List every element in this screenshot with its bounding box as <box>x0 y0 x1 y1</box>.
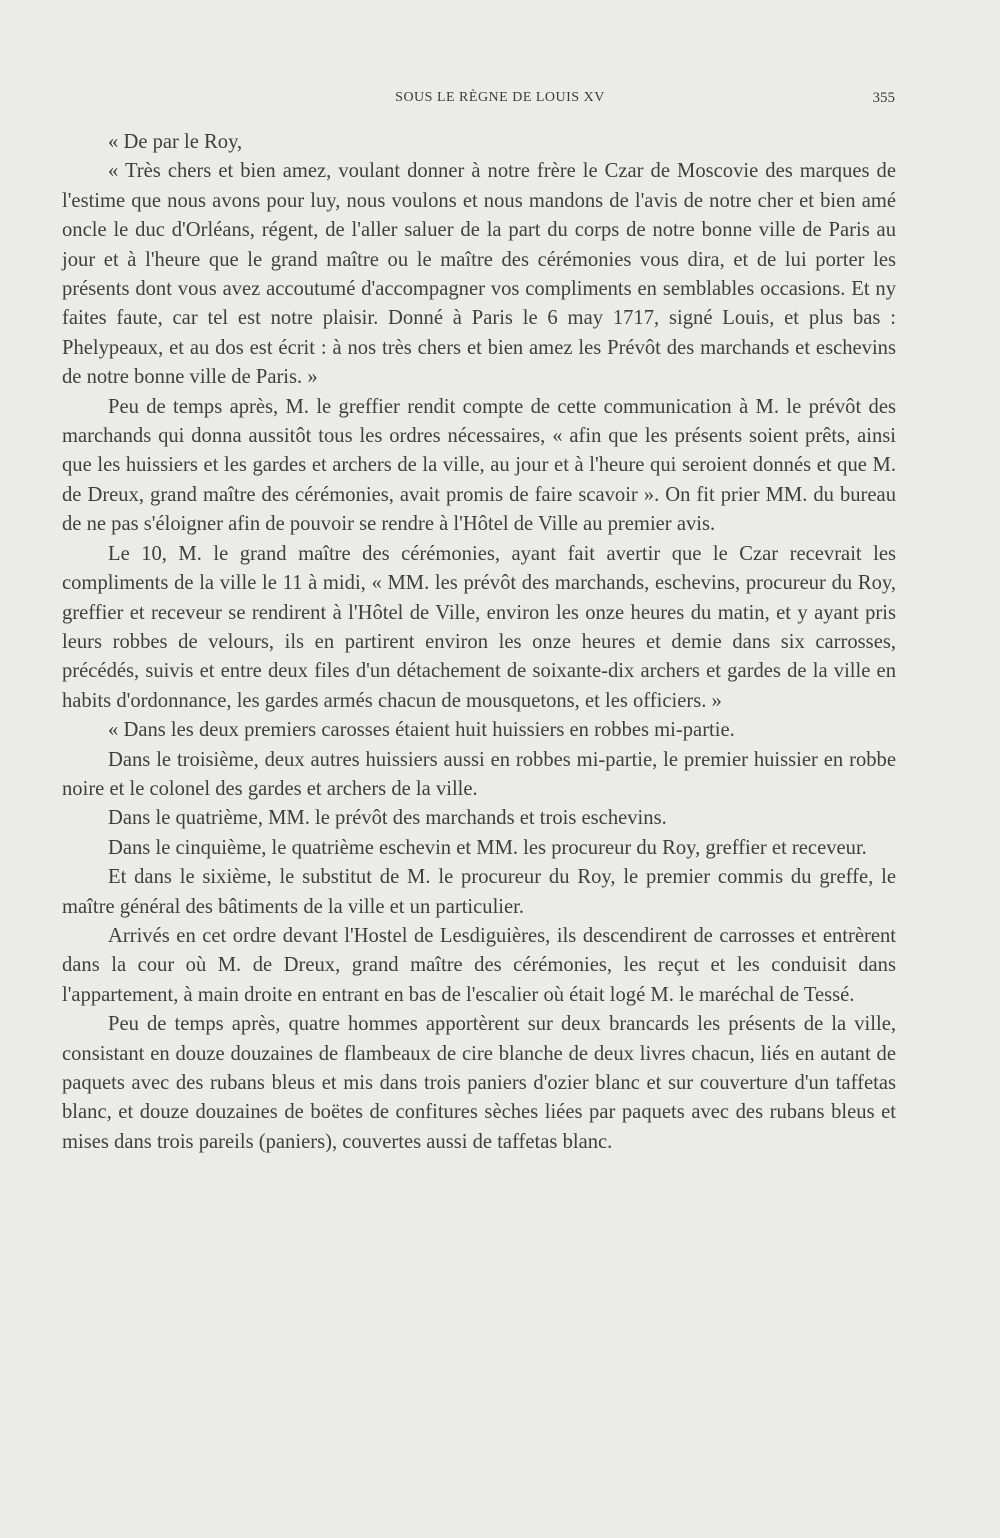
page-number: 355 <box>872 90 895 106</box>
body-text <box>62 128 896 1157</box>
paragraph: Le 10, M. le grand maître des cérémonies, ayant fait avertir que le Czar recevrait les compliments de la ville le 11 à midi, « MM. les prévôt des marchands, eschevins, procureur du Roy, greffier et receveur se rendirent à l'Hôtel de Ville, environ les onze heures du matin, et y ayant pris leurs robbes de velours, ils en partirent environ les onze heures et demie dans six carrosses, précédés, suivis et entre deux files d'un détachement de soixante-dix archers et gardes de la ville en habits d'ordonnance, les gardes armés chacun de mousquetons, et les officiers. » <box>62 542 896 712</box>
running-head: SOUS LE RÈGNE DE LOUIS XV <box>395 90 605 105</box>
paragraph: « Très chers et bien amez, voulant donner à notre frère le Czar de Moscovie des marques de l'estime que nous avons pour luy, nous voulons et nous mandons de l'avis de notre cher et bien amé oncle le duc d'Orléans, régent, de l'aller saluer de la part du corps de notre bonne ville de Paris au jour et à l'heure que le grand maître ou le maître des cérémonies vous dira, et de lui porter les présents dont vous avez accoutumé d'accompagner vos compliments en semblables occasions. Et ny faites faute, car tel est notre plaisir. Donné à Paris le 6 may 1717, signé Louis, et plus bas : Phelypeaux, et au dos est écrit : à nos très chers et bien amez les Prévôt des marchands et eschevins de notre bonne ville de Paris. » <box>62 160 896 389</box>
paragraph: « Dans les deux premiers carosses étaient huit huissiers en robbes mi-partie. <box>108 719 735 742</box>
paragraph: Peu de temps après, M. le greffier rendit compte de cette communication à M. le prévôt des marchands qui donna aussitôt tous les ordres nécessaires, « afin que les présents soient prêts, ainsi que les huissiers et les gardes et archers de la ville, au jour et à l'heure qui seroient donnés et que M. de Dreux, grand maître des cérémonies, avait promis de faire scavoir ». On fit prier MM. du bureau de ne pas s'éloigner afin de pouvoir se rendre à l'Hôtel de Ville au premier avis. <box>62 395 896 536</box>
page-header <box>0 88 1000 112</box>
paragraph: Arrivés en cet ordre devant l'Hostel de Lesdiguières, ils descendirent de carrosses et entrèrent dans la cour où M. de Dreux, grand maître des cérémonies, les reçut et les conduisit dans l'appartement, à main droite en entrant en bas de l'escalier où était logé M. le maréchal de Tessé. <box>62 924 896 1006</box>
paragraph: Dans le quatrième, MM. le prévôt des marchands et trois eschevins. <box>108 807 667 830</box>
paragraph: « De par le Roy, <box>108 131 243 153</box>
paragraph: Dans le troisième, deux autres huissiers aussi en robbes mi-partie, le premier huissier en robbe noire et le colonel des gardes et archers de la ville. <box>62 748 896 800</box>
paragraph: Et dans le sixième, le substitut de M. le procureur du Roy, le premier commis du greffe, le maître général des bâtiments de la ville et un particulier. <box>62 866 896 918</box>
paragraph: Dans le cinquième, le quatrième eschevin et MM. les procureur du Roy, greffier et receveur. <box>108 836 867 859</box>
paragraph: Peu de temps après, quatre hommes apportèrent sur deux brancards les présents de la ville, consistant en douze douzaines de flambeaux de cire blanche de deux livres chacun, liés en autant de paquets avec des rubans bleus et mis dans trois paniers d'ozier blanc et sur couverture d'un taffetas blanc, et douze douzaines de boëtes de confitures sèches liées par paquets avec des rubans bleus et mises dans trois pareils (paniers), couvertes aussi de taffetas blanc. <box>62 1013 896 1153</box>
